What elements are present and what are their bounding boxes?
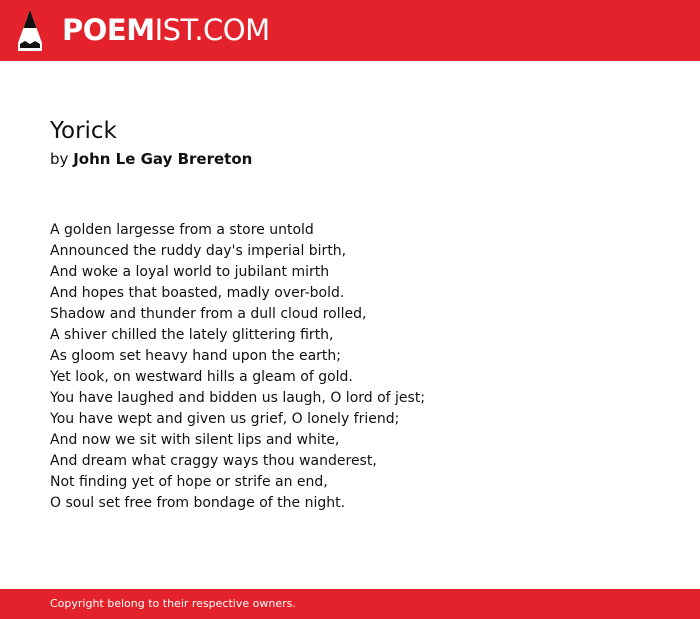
poem-line: You have laughed and bidden us laugh, O lord of jest; (50, 390, 426, 406)
poem-line: And hopes that boasted, madly over-bold. (50, 285, 345, 301)
poem-title: Yorick (50, 118, 117, 144)
poem-line: A golden largesse from a store untold (50, 222, 314, 238)
poem-line: A shiver chilled the lately glittering firth, (50, 327, 334, 343)
poem-line: And now we sit with silent lips and white, (50, 432, 340, 448)
author-link[interactable]: John Le Gay Brereton (73, 150, 253, 168)
by-label: by (50, 150, 69, 168)
poem-line: And woke a loyal world to jubilant mirth (50, 264, 330, 280)
brand-bold-text: POEM (62, 13, 155, 47)
pencil-tip-icon[interactable] (18, 10, 42, 51)
poem-line: O soul set free from bondage of the night. (50, 495, 346, 511)
poem-line: Not finding yet of hope or strife an end, (50, 474, 328, 490)
poem-line: Announced the ruddy day's imperial birth, (50, 243, 347, 259)
poem-line: Shadow and thunder from a dull cloud rolled, (50, 306, 367, 322)
brand-light-text: IST.COM (154, 13, 270, 47)
copyright-text: Copyright belong to their respective owners. (50, 597, 296, 610)
poem-body (50, 220, 425, 514)
byline (50, 150, 252, 168)
poem-line: And dream what craggy ways thou wanderest, (50, 453, 377, 469)
site-footer (0, 589, 700, 619)
poem-line: Yet look, on westward hills a gleam of gold. (50, 369, 353, 385)
poem-line: You have wept and given us grief, O lonely friend; (50, 411, 400, 427)
site-header (0, 0, 700, 61)
site-logo-link[interactable] (62, 13, 270, 47)
poem-line: As gloom set heavy hand upon the earth; (50, 348, 342, 364)
